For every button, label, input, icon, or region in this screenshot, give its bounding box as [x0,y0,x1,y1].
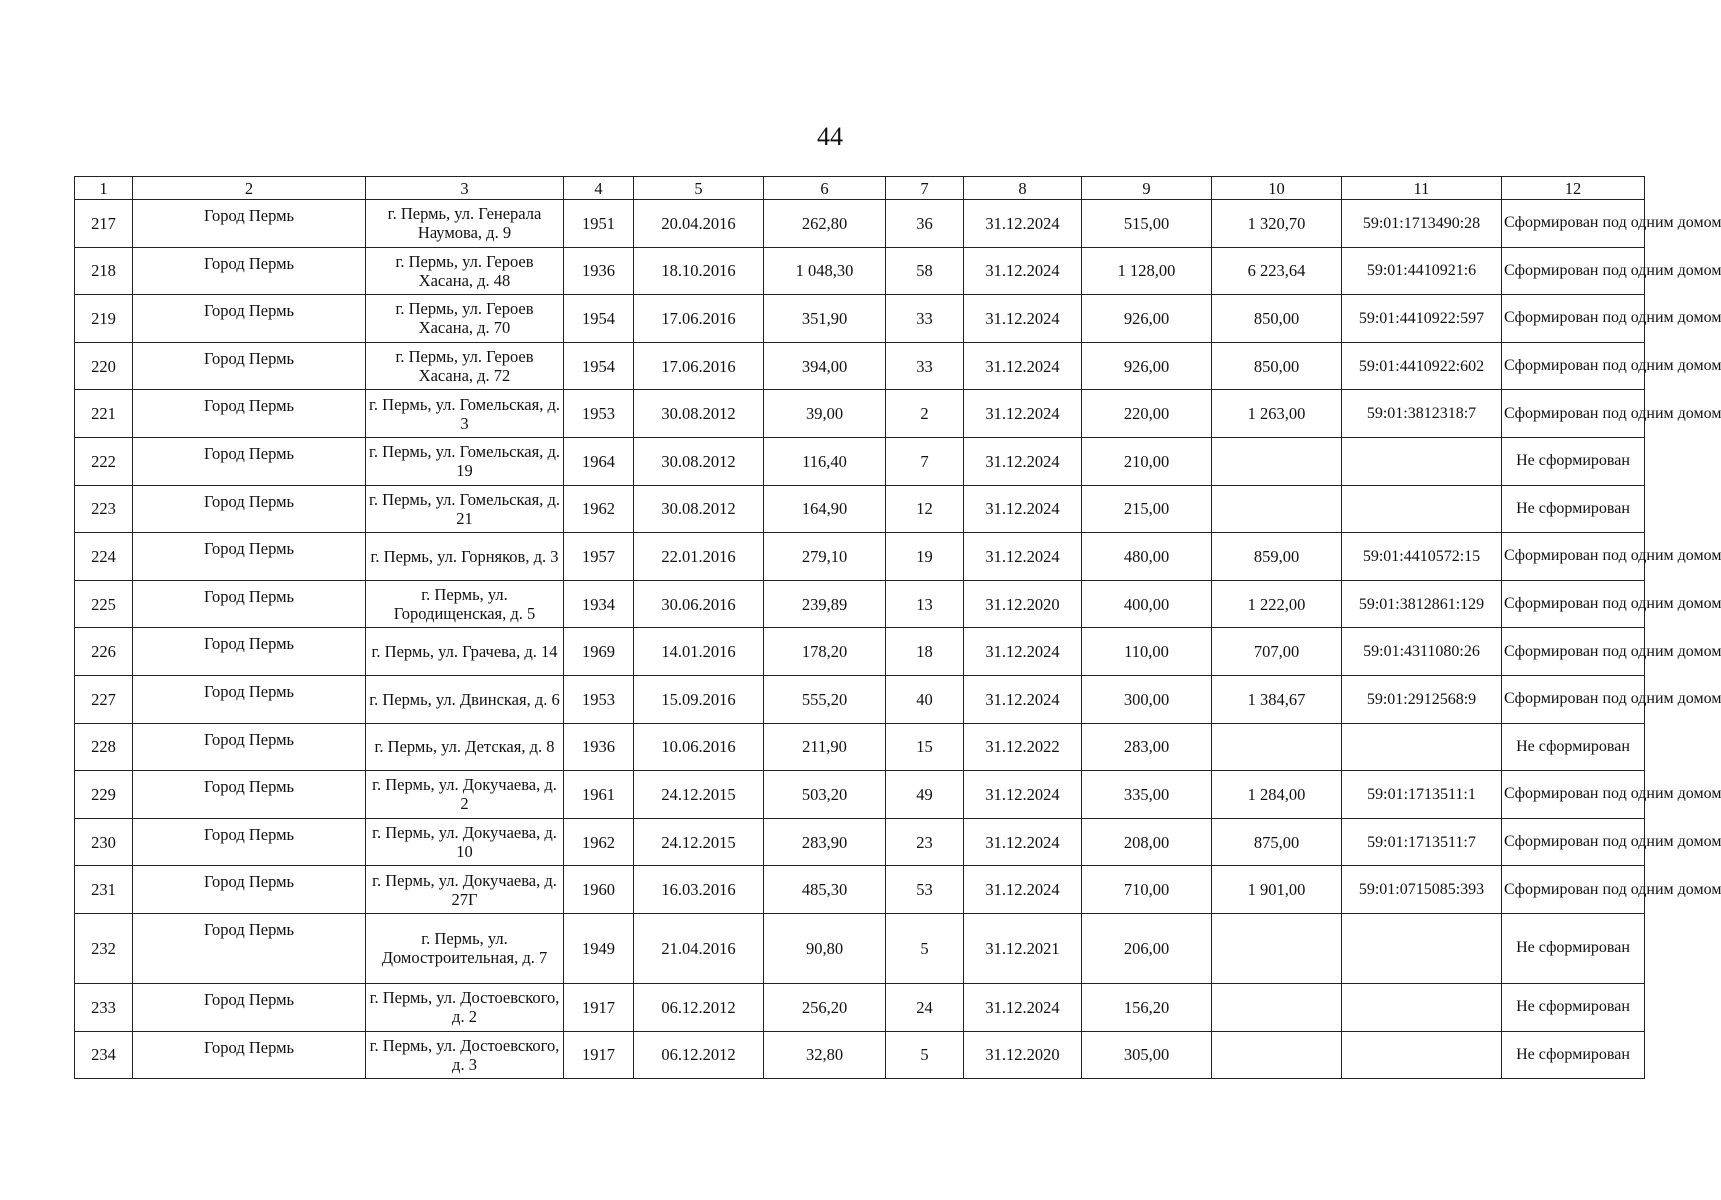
cadastral-number-cell [1342,1031,1502,1079]
build-year-cell: 1951 [564,200,634,248]
emergency-area-cell: 256,20 [764,983,886,1031]
column-header: 10 [1212,177,1342,200]
address-cell: г. Пермь, ул. Гомельская, д. 3 [366,390,564,438]
land-plot-area-cell: 6 223,64 [1212,247,1342,295]
recognition-date-cell: 06.12.2012 [634,983,764,1031]
building-area-cell: 926,00 [1082,295,1212,343]
residents-count-cell: 24 [886,983,964,1031]
residents-count-cell: 12 [886,485,964,533]
table-row [75,983,1645,1031]
building-area-cell: 335,00 [1082,771,1212,819]
municipality-cell: Город Пермь [133,1031,366,1079]
row-number-cell: 218 [75,247,133,295]
resettlement-deadline-cell: 31.12.2024 [964,771,1082,819]
page-number: 44 [817,122,843,151]
cadastral-number-cell: 59:01:4311080:26 [1342,628,1502,676]
municipality-cell: Город Пермь [133,247,366,295]
cadastral-number-cell [1342,913,1502,983]
emergency-area-cell: 555,20 [764,675,886,723]
cadastral-number-cell: 59:01:1713511:7 [1342,818,1502,866]
building-area-cell: 208,00 [1082,818,1212,866]
resettlement-deadline-cell: 31.12.2024 [964,818,1082,866]
build-year-cell: 1917 [564,983,634,1031]
municipality-cell: Город Пермь [133,913,366,983]
build-year-cell: 1936 [564,247,634,295]
address-cell: г. Пермь, ул. Достоевского, д. 3 [366,1031,564,1079]
building-area-cell: 515,00 [1082,200,1212,248]
land-plot-area-cell: 1 222,00 [1212,580,1342,628]
land-plot-area-cell: 1 901,00 [1212,866,1342,914]
resettlement-deadline-cell: 31.12.2024 [964,247,1082,295]
municipality-cell: Город Пермь [133,390,366,438]
land-plot-status-cell: Сформирован под одним домом [1502,866,1645,914]
housing-registry-table [74,176,1721,1079]
land-plot-area-cell [1212,485,1342,533]
row-number-cell: 221 [75,390,133,438]
build-year-cell: 1957 [564,533,634,581]
build-year-cell: 1953 [564,390,634,438]
emergency-area-cell: 32,80 [764,1031,886,1079]
table-row [75,295,1645,343]
municipality-cell: Город Пермь [133,628,366,676]
cadastral-number-cell: 59:01:4410572:15 [1342,533,1502,581]
resettlement-deadline-cell: 31.12.2024 [964,295,1082,343]
build-year-cell: 1917 [564,1031,634,1079]
row-number-cell: 225 [75,580,133,628]
resettlement-deadline-cell: 31.12.2020 [964,580,1082,628]
emergency-area-cell: 90,80 [764,913,886,983]
cadastral-number-cell [1342,723,1502,771]
residents-count-cell: 49 [886,771,964,819]
land-plot-area-cell [1212,983,1342,1031]
row-number-cell: 230 [75,818,133,866]
column-header: 7 [886,177,964,200]
table-row [75,580,1645,628]
table-row [75,437,1645,485]
row-number-cell: 234 [75,1031,133,1079]
resettlement-deadline-cell: 31.12.2024 [964,390,1082,438]
land-plot-status-cell: Сформирован под одним домом [1502,628,1645,676]
land-plot-status-cell: Сформирован под одним домом [1502,818,1645,866]
emergency-area-cell: 116,40 [764,437,886,485]
build-year-cell: 1936 [564,723,634,771]
land-plot-area-cell: 859,00 [1212,533,1342,581]
table-row [75,390,1645,438]
land-plot-status-cell: Не сформирован [1502,723,1645,771]
residents-count-cell: 23 [886,818,964,866]
table-row [75,1031,1645,1079]
land-plot-area-cell: 1 384,67 [1212,675,1342,723]
land-plot-area-cell [1212,913,1342,983]
resettlement-deadline-cell: 31.12.2024 [964,675,1082,723]
recognition-date-cell: 18.10.2016 [634,247,764,295]
cadastral-number-cell [1342,437,1502,485]
table-body [75,200,1721,1079]
land-plot-status-cell: Сформирован под одним домом [1502,533,1645,581]
building-area-cell: 480,00 [1082,533,1212,581]
recognition-date-cell: 15.09.2016 [634,675,764,723]
resettlement-deadline-cell: 31.12.2024 [964,437,1082,485]
address-cell: г. Пермь, ул. Двинская, д. 6 [366,675,564,723]
residents-count-cell: 5 [886,1031,964,1079]
land-plot-area-cell: 875,00 [1212,818,1342,866]
column-header: 6 [764,177,886,200]
residents-count-cell: 33 [886,295,964,343]
address-cell: г. Пермь, ул. Героев Хасана, д. 48 [366,247,564,295]
building-area-cell: 926,00 [1082,342,1212,390]
land-plot-status-cell: Сформирован под одним домом [1502,390,1645,438]
building-area-cell: 206,00 [1082,913,1212,983]
row-number-cell: 217 [75,200,133,248]
cadastral-number-cell: 59:01:4410922:597 [1342,295,1502,343]
emergency-area-cell: 394,00 [764,342,886,390]
resettlement-deadline-cell: 31.12.2024 [964,533,1082,581]
address-cell: г. Пермь, ул. Грачева, д. 14 [366,628,564,676]
resettlement-deadline-cell: 31.12.2024 [964,628,1082,676]
emergency-area-cell: 283,90 [764,818,886,866]
residents-count-cell: 58 [886,247,964,295]
building-area-cell: 300,00 [1082,675,1212,723]
address-cell: г. Пермь, ул. Героев Хасана, д. 72 [366,342,564,390]
residents-count-cell: 5 [886,913,964,983]
row-number-cell: 233 [75,983,133,1031]
table-row [75,818,1645,866]
cadastral-number-cell: 59:01:1713511:1 [1342,771,1502,819]
row-number-cell: 231 [75,866,133,914]
residents-count-cell: 18 [886,628,964,676]
building-area-cell: 400,00 [1082,580,1212,628]
build-year-cell: 1934 [564,580,634,628]
emergency-area-cell: 485,30 [764,866,886,914]
land-plot-status-cell: Сформирован под одним домом [1502,295,1645,343]
table-row [75,342,1645,390]
emergency-area-cell: 178,20 [764,628,886,676]
land-plot-status-cell: Не сформирован [1502,1031,1645,1079]
recognition-date-cell: 22.01.2016 [634,533,764,581]
residents-count-cell: 33 [886,342,964,390]
municipality-cell: Город Пермь [133,771,366,819]
build-year-cell: 1964 [564,437,634,485]
building-area-cell: 710,00 [1082,866,1212,914]
building-area-cell: 1 128,00 [1082,247,1212,295]
land-plot-status-cell: Не сформирован [1502,437,1645,485]
column-header: 12 [1502,177,1645,200]
municipality-cell: Город Пермь [133,866,366,914]
building-area-cell: 215,00 [1082,485,1212,533]
column-header: 5 [634,177,764,200]
column-header: 3 [366,177,564,200]
municipality-cell: Город Пермь [133,818,366,866]
cadastral-number-cell: 59:01:4410922:602 [1342,342,1502,390]
municipality-cell: Город Пермь [133,295,366,343]
header-row [75,177,1645,200]
row-number-cell: 229 [75,771,133,819]
row-number-cell: 232 [75,913,133,983]
build-year-cell: 1969 [564,628,634,676]
municipality-cell: Город Пермь [133,200,366,248]
emergency-area-cell: 503,20 [764,771,886,819]
municipality-cell: Город Пермь [133,485,366,533]
residents-count-cell: 2 [886,390,964,438]
build-year-cell: 1954 [564,295,634,343]
emergency-area-cell: 239,89 [764,580,886,628]
building-area-cell: 110,00 [1082,628,1212,676]
residents-count-cell: 36 [886,200,964,248]
emergency-area-cell: 279,10 [764,533,886,581]
address-cell: г. Пермь, ул. Генерала Наумова, д. 9 [366,200,564,248]
column-header: 9 [1082,177,1212,200]
recognition-date-cell: 24.12.2015 [634,818,764,866]
municipality-cell: Город Пермь [133,342,366,390]
building-area-cell: 210,00 [1082,437,1212,485]
resettlement-deadline-cell: 31.12.2024 [964,983,1082,1031]
resettlement-deadline-cell: 31.12.2024 [964,200,1082,248]
residents-count-cell: 53 [886,866,964,914]
building-area-cell: 156,20 [1082,983,1212,1031]
emergency-area-cell: 262,80 [764,200,886,248]
address-cell: г. Пермь, ул. Докучаева, д. 10 [366,818,564,866]
recognition-date-cell: 17.06.2016 [634,295,764,343]
building-area-cell: 220,00 [1082,390,1212,438]
address-cell: г. Пермь, ул. Докучаева, д. 2 [366,771,564,819]
build-year-cell: 1954 [564,342,634,390]
land-plot-status-cell: Сформирован под одним домом [1502,580,1645,628]
municipality-cell: Город Пермь [133,437,366,485]
land-plot-status-cell: Не сформирован [1502,913,1645,983]
cadastral-number-cell: 59:01:3812318:7 [1342,390,1502,438]
land-plot-area-cell: 850,00 [1212,342,1342,390]
land-plot-status-cell: Не сформирован [1502,485,1645,533]
emergency-area-cell: 39,00 [764,390,886,438]
resettlement-deadline-cell: 31.12.2022 [964,723,1082,771]
land-plot-area-cell [1212,437,1342,485]
column-header: 1 [75,177,133,200]
address-cell: г. Пермь, ул. Горняков, д. 3 [366,533,564,581]
residents-count-cell: 7 [886,437,964,485]
land-plot-area-cell [1212,1031,1342,1079]
land-plot-status-cell: Сформирован под одним домом [1502,675,1645,723]
address-cell: г. Пермь, ул. Городищенская, д. 5 [366,580,564,628]
table-row [75,723,1645,771]
resettlement-deadline-cell: 31.12.2021 [964,913,1082,983]
land-plot-status-cell: Не сформирован [1502,983,1645,1031]
table-row [75,913,1645,983]
recognition-date-cell: 21.04.2016 [634,913,764,983]
row-number-cell: 222 [75,437,133,485]
address-cell: г. Пермь, ул. Детская, д. 8 [366,723,564,771]
recognition-date-cell: 30.08.2012 [634,485,764,533]
land-plot-area-cell: 850,00 [1212,295,1342,343]
resettlement-deadline-cell: 31.12.2020 [964,1031,1082,1079]
table-row [75,485,1645,533]
table-row [75,200,1645,248]
municipality-cell: Город Пермь [133,533,366,581]
building-area-cell: 283,00 [1082,723,1212,771]
residents-count-cell: 19 [886,533,964,581]
table-row [75,866,1645,914]
column-header: 2 [133,177,366,200]
build-year-cell: 1962 [564,485,634,533]
address-cell: г. Пермь, ул. Героев Хасана, д. 70 [366,295,564,343]
land-plot-status-cell: Сформирован под одним домом [1502,247,1645,295]
row-number-cell: 228 [75,723,133,771]
table-row [75,675,1645,723]
row-number-cell: 219 [75,295,133,343]
municipality-cell: Город Пермь [133,580,366,628]
municipality-cell: Город Пермь [133,983,366,1031]
land-plot-area-cell: 707,00 [1212,628,1342,676]
municipality-cell: Город Пермь [133,723,366,771]
recognition-date-cell: 20.04.2016 [634,200,764,248]
recognition-date-cell: 10.06.2016 [634,723,764,771]
resettlement-deadline-cell: 31.12.2024 [964,866,1082,914]
recognition-date-cell: 17.06.2016 [634,342,764,390]
cadastral-number-cell: 59:01:4410921:6 [1342,247,1502,295]
municipality-cell: Город Пермь [133,675,366,723]
address-cell: г. Пермь, ул. Докучаева, д. 27Г [366,866,564,914]
recognition-date-cell: 06.12.2012 [634,1031,764,1079]
recognition-date-cell: 30.06.2016 [634,580,764,628]
address-cell: г. Пермь, ул. Гомельская, д. 21 [366,485,564,533]
resettlement-deadline-cell: 31.12.2024 [964,485,1082,533]
address-cell: г. Пермь, ул. Домостроительная, д. 7 [366,913,564,983]
cadastral-number-cell: 59:01:2912568:9 [1342,675,1502,723]
cadastral-number-cell [1342,485,1502,533]
residents-count-cell: 15 [886,723,964,771]
build-year-cell: 1961 [564,771,634,819]
table-row [75,771,1645,819]
emergency-area-cell: 164,90 [764,485,886,533]
recognition-date-cell: 14.01.2016 [634,628,764,676]
residents-count-cell: 40 [886,675,964,723]
land-plot-status-cell: Сформирован под одним домом [1502,200,1645,248]
recognition-date-cell: 16.03.2016 [634,866,764,914]
row-number-cell: 224 [75,533,133,581]
address-cell: г. Пермь, ул. Достоевского, д. 2 [366,983,564,1031]
residents-count-cell: 13 [886,580,964,628]
recognition-date-cell: 30.08.2012 [634,390,764,438]
resettlement-deadline-cell: 31.12.2024 [964,342,1082,390]
land-plot-area-cell: 1 320,70 [1212,200,1342,248]
cadastral-number-cell: 59:01:1713490:28 [1342,200,1502,248]
column-header: 8 [964,177,1082,200]
land-plot-area-cell: 1 263,00 [1212,390,1342,438]
build-year-cell: 1949 [564,913,634,983]
recognition-date-cell: 30.08.2012 [634,437,764,485]
build-year-cell: 1953 [564,675,634,723]
land-plot-status-cell: Сформирован под одним домом [1502,771,1645,819]
emergency-area-cell: 211,90 [764,723,886,771]
cadastral-number-cell: 59:01:0715085:393 [1342,866,1502,914]
column-header: 4 [564,177,634,200]
emergency-area-cell: 351,90 [764,295,886,343]
row-number-cell: 220 [75,342,133,390]
table-row [75,533,1645,581]
recognition-date-cell: 24.12.2015 [634,771,764,819]
row-number-cell: 223 [75,485,133,533]
row-number-cell: 227 [75,675,133,723]
table-row [75,628,1645,676]
land-plot-area-cell [1212,723,1342,771]
cadastral-number-cell: 59:01:3812861:129 [1342,580,1502,628]
land-plot-area-cell: 1 284,00 [1212,771,1342,819]
row-number-cell: 226 [75,628,133,676]
land-plot-status-cell: Сформирован под одним домом [1502,342,1645,390]
address-cell: г. Пермь, ул. Гомельская, д. 19 [366,437,564,485]
column-header: 11 [1342,177,1502,200]
emergency-area-cell: 1 048,30 [764,247,886,295]
build-year-cell: 1962 [564,818,634,866]
building-area-cell: 305,00 [1082,1031,1212,1079]
table-row [75,247,1645,295]
cadastral-number-cell [1342,983,1502,1031]
build-year-cell: 1960 [564,866,634,914]
